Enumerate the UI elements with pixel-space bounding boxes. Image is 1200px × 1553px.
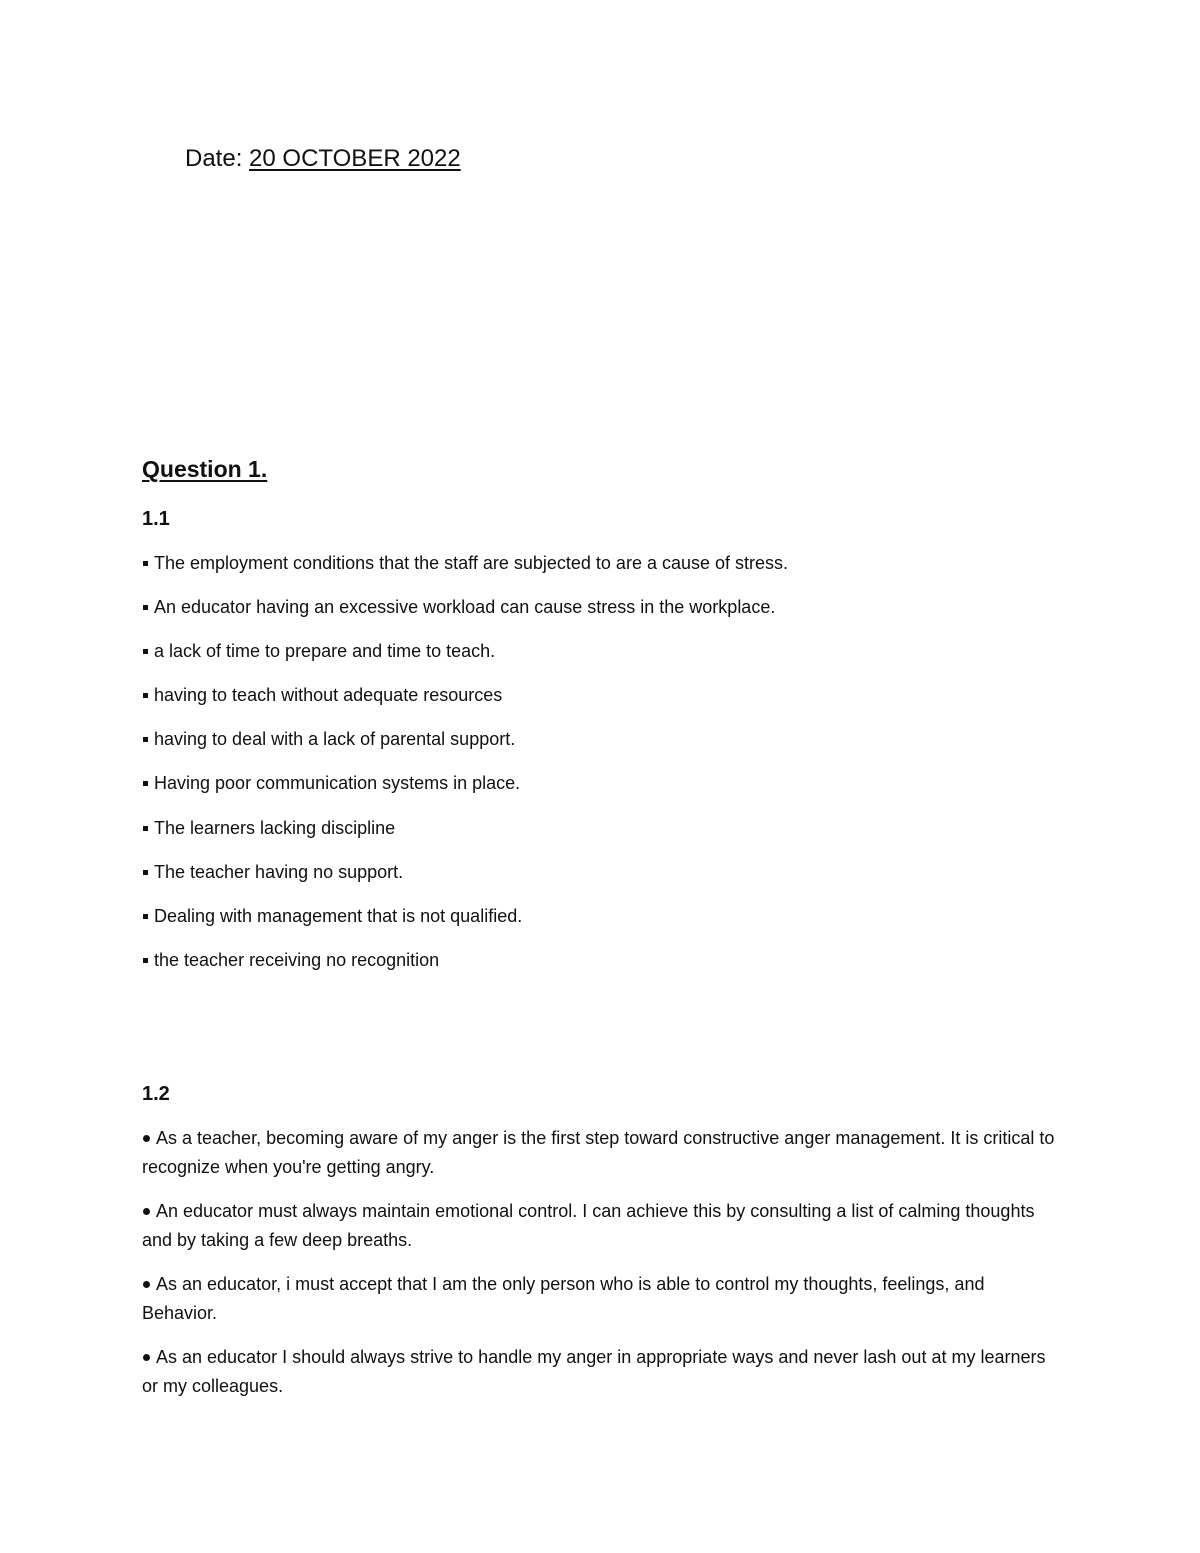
square-bullet-icon [143,826,148,831]
list-item: Dealing with management that is not qualified. [142,902,788,946]
square-bullet-icon [143,649,148,654]
square-bullet-icon [143,781,148,786]
date-value: 20 OCTOBER 2022 [249,145,461,172]
list-item: Having poor communication systems in place. [142,769,788,813]
list-item: having to teach without adequate resources [142,681,788,725]
list-item: An educator must always maintain emotional control. I can achieve this by consulting a list of calming thoughts and by taking a few deep breaths. [142,1201,1035,1250]
date-label: Date: [185,145,243,172]
round-bullet-icon [143,1281,150,1288]
section-number-1-2: 1.2 [142,1083,170,1105]
list-item: As an educator, i must accept that I am the only person who is able to control my thoughts, feelings, and Behavior. [142,1274,985,1323]
square-bullet-icon [143,958,148,963]
square-bullet-icon [143,737,148,742]
square-bullet-icon [143,561,148,566]
list-item: the teacher receiving no recognition [142,946,788,990]
list-item: The teacher having no support. [142,858,788,902]
round-bullet-icon [143,1354,150,1361]
square-bullet-icon [143,693,148,698]
question-heading: Question 1. [142,456,268,482]
list-item: having to deal with a lack of parental support. [142,725,788,769]
list-item: The learners lacking discipline [142,814,788,858]
date-line [185,143,461,175]
square-bullet-icon [143,605,148,610]
list-item: a lack of time to prepare and time to teach. [142,637,788,681]
stress-causes-list [142,549,788,990]
round-bullet-icon [143,1208,150,1215]
list-item: An educator having an excessive workload can cause stress in the workplace. [142,593,788,637]
list-item: As an educator I should always strive to handle my anger in appropriate ways and never lash out at my learners or my colleagues. [142,1347,1046,1396]
square-bullet-icon [143,914,148,919]
list-item: As a teacher, becoming aware of my anger is the first step toward constructive anger management. It is critical to recognize when you're getting angry. [142,1128,1055,1177]
section-number-1-1: 1.1 [142,508,170,530]
list-item: The employment conditions that the staff are subjected to are a cause of stress. [142,549,788,593]
square-bullet-icon [143,870,148,875]
round-bullet-icon [143,1135,150,1142]
anger-management-list [142,1124,1062,1416]
